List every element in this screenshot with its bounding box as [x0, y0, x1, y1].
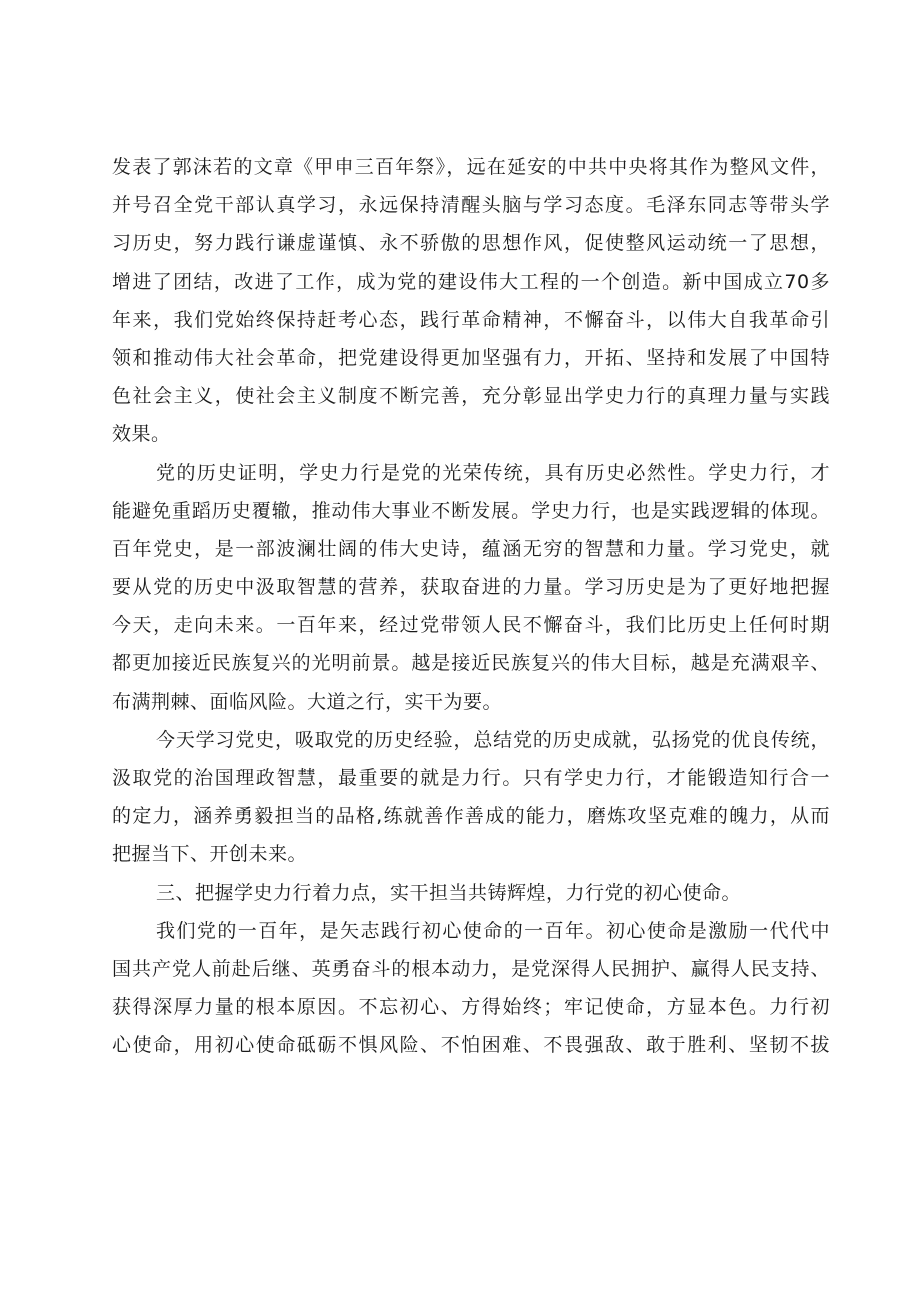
text-line: 把握当下、开创未来。	[112, 843, 308, 866]
text-line: 发表了郭沫若的文章《甲申三百年祭》，远在延安的中共中央将其作为整风文件，	[112, 156, 830, 178]
text-line: 党的历史证明，学史力行是党的光荣传统，具有历史必然性。学史力行，才	[156, 461, 830, 484]
text-line: 汲取党的治国理政智慧，最重要的就是力行。只有学史力行，才能锻造知行合一	[112, 767, 830, 789]
text-line: 我们党的一百年，是矢志践行初心使命的一百年。初心使命是激励一代代中	[156, 919, 830, 942]
paragraph	[112, 912, 830, 1065]
section-heading	[112, 874, 830, 912]
text-line: 能避免重蹈历史覆辙，推动伟大事业不断发展。学史力行，也是实践逻辑的体现。	[112, 499, 830, 522]
text-line: 百年党史，是一部波澜壮阔的伟大史诗，蕴涵无穷的智慧和力量。学习党史，就	[112, 537, 830, 560]
text-line: 三、把握学史力行着力点，实干担当共铸辉煌，力行党的初心使命。	[156, 881, 742, 904]
text-line: 国共产党人前赴后继、英勇奋斗的根本动力，是党深得人民拥护、赢得人民支持、	[112, 957, 830, 980]
text-line: 效果。	[112, 423, 171, 446]
paragraph	[112, 454, 830, 721]
text-line: 领和推动伟大社会革命，把党建设得更加坚强有力，开拓、坚持和发展了中国特	[112, 346, 830, 369]
text-line: 获得深厚力量的根本原因。不忘初心、方得始终；牢记使命，方显本色。力行初	[112, 996, 830, 1019]
text-line: 布满荆棘、面临风险。大道之行，实干为要。	[112, 690, 503, 713]
text-line: 年来，我们党始终保持赶考心态，践行革命精神，不懈奋斗，以伟大自我革命引	[112, 308, 830, 331]
paragraph	[112, 721, 830, 874]
text-line: 都更加接近民族复兴的光明前景。越是接近民族复兴的伟大目标，越是充满艰辛、	[112, 652, 830, 675]
text-line: 的定力，涵养勇毅担当的品格,练就善作善成的能力，磨炼攻坚克难的魄力，从而	[112, 805, 830, 828]
paragraph	[112, 148, 830, 454]
document-body	[112, 148, 830, 1065]
text-line: 今天学习党史，吸取党的历史经验，总结党的历史成就，弘扬党的优良传统，	[156, 728, 830, 751]
text-line: 增进了团结，改进了工作，成为党的建设伟大工程的一个创造。新中国成立70多	[112, 270, 830, 293]
text-line: 色社会主义，使社会主义制度不断完善，充分彰显出学史力行的真理力量与实践	[112, 385, 830, 408]
text-line: 要从党的历史中汲取智慧的营养，获取奋进的力量。学习历史是为了更好地把握	[112, 576, 830, 599]
text-line: 今天，走向未来。一百年来，经过党带领人民不懈奋斗，我们比历史上任何时期	[112, 614, 830, 637]
text-line: 心使命，用初心使命砥砺不惧风险、不怕困难、不畏强敌、敢于胜利、坚韧不拔	[112, 1034, 830, 1057]
text-line: 习历史，努力践行谦虚谨慎、永不骄傲的思想作风，促使整风运动统一了思想，	[112, 232, 830, 255]
text-line: 并号召全党干部认真学习，永远保持清醒头脑与学习态度。毛泽东同志等带头学	[112, 194, 830, 217]
